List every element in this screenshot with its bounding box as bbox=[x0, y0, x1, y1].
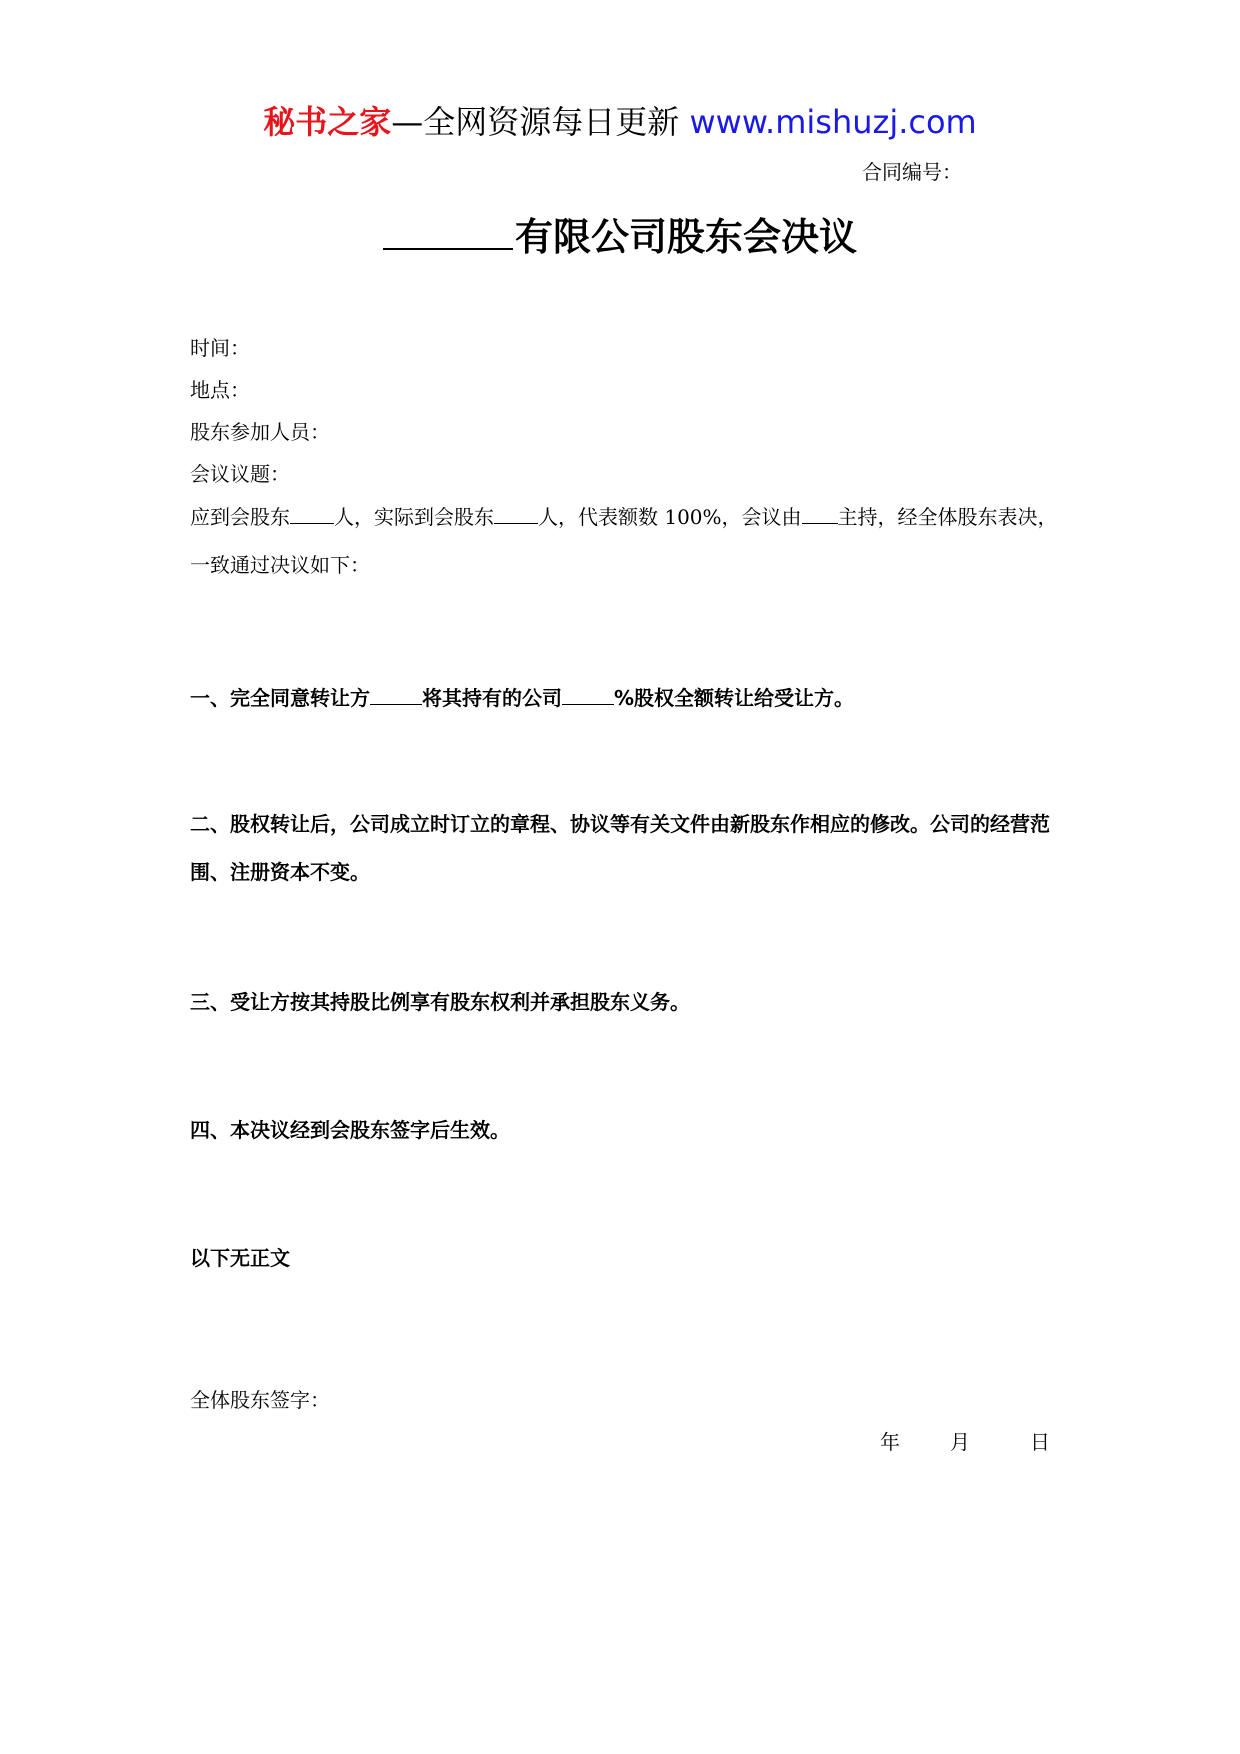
attendance-line bbox=[190, 503, 1058, 531]
site-banner bbox=[0, 102, 1240, 142]
clause-1-text-3: %股权全额转让给受让方。 bbox=[614, 686, 855, 710]
date-line bbox=[880, 1428, 1050, 1456]
attendance-text-3: 人，代表额数 100%，会议由 bbox=[538, 505, 802, 529]
brand-name: 秘书之家 bbox=[263, 103, 392, 141]
chair-blank bbox=[802, 503, 838, 524]
clause-2: 二、股权转让后，公司成立时订立的章程、协议等有关文件由新股东作相应的修改。公司的经营范围、注册资本不变。 bbox=[190, 812, 1050, 884]
meeting-time-label: 时间： bbox=[190, 336, 250, 360]
clause-4: 四、本决议经到会股东签字后生效。 bbox=[190, 1118, 510, 1142]
document-title bbox=[0, 208, 1240, 262]
month-label: 月 bbox=[950, 1430, 970, 1454]
attendees-label: 股东参加人员： bbox=[190, 420, 330, 444]
year-label: 年 bbox=[880, 1430, 900, 1454]
clause-1-text-2: 将其持有的公司 bbox=[422, 686, 562, 710]
day-label: 日 bbox=[1030, 1430, 1050, 1454]
share-percent-blank bbox=[562, 684, 614, 705]
site-url[interactable]: www.mishuzj.com bbox=[689, 103, 977, 141]
transferor-blank bbox=[370, 684, 422, 705]
attendance-text-2: 人，实际到会股东 bbox=[334, 505, 494, 529]
meeting-topic-label: 会议议题： bbox=[190, 462, 290, 486]
document-title-text: 有限公司股东会决议 bbox=[514, 215, 857, 259]
expected-count-blank bbox=[290, 503, 334, 524]
contract-number-label: 合同编号： bbox=[862, 160, 962, 184]
actual-count-blank bbox=[494, 503, 538, 524]
resolution-intro: 一致通过决议如下： bbox=[190, 553, 370, 577]
meeting-place-label: 地点： bbox=[190, 378, 250, 402]
clause-3: 三、受让方按其持股比例享有股东权利并承担股东义务。 bbox=[190, 990, 690, 1014]
banner-tagline: —全网资源每日更新 bbox=[391, 103, 690, 141]
attendance-text-1: 应到会股东 bbox=[190, 505, 290, 529]
end-note: 以下无正文 bbox=[190, 1246, 290, 1270]
company-name-blank bbox=[383, 208, 513, 250]
signature-label: 全体股东签字： bbox=[190, 1388, 330, 1412]
clause-1 bbox=[190, 674, 1060, 722]
clause-1-text-1: 一、完全同意转让方 bbox=[190, 686, 370, 710]
attendance-text-4: 主持，经全体股东表决， bbox=[837, 505, 1058, 529]
